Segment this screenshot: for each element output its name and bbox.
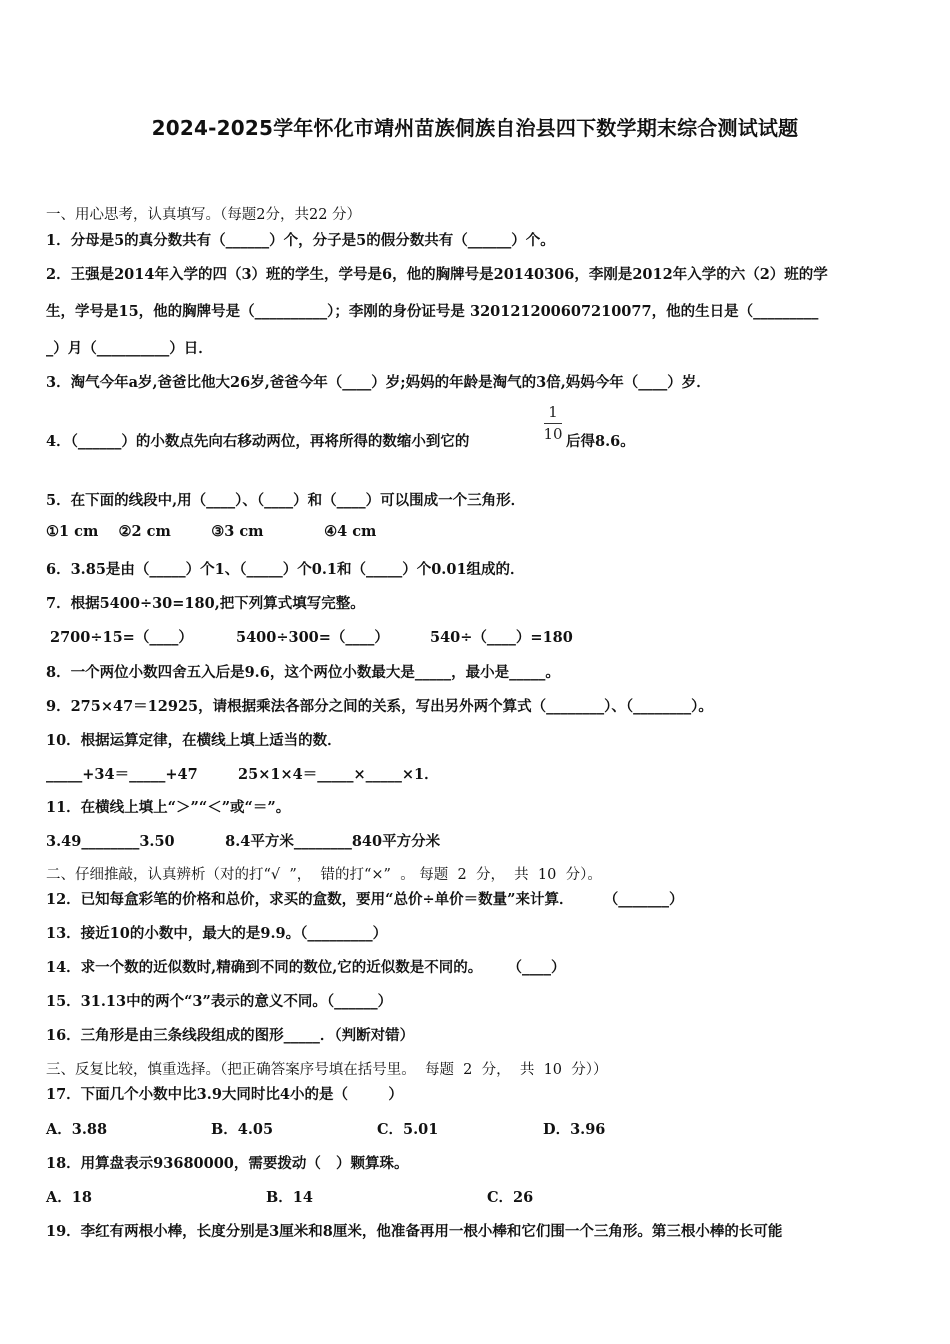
question-9: 9．275×47＝12925，请根据乘法各部分之间的关系，写出另外两个算式（________）、（________）。 [46,698,713,715]
fraction-numerator: 1 [548,403,558,421]
question-18-option-a: A．18 [46,1189,92,1206]
question-17-option-a: A．3.88 [46,1121,108,1138]
section-2-heading: 二、仔细推敲，认真辨析（对的打“√ ”， 错的打“×” 。 每题 2 分， 共 10 分）。 [46,867,602,883]
question-17-option-b: B．4.05 [211,1121,274,1138]
question-17: 17．下面几个小数中比3.9大同时比4小的是（ ） [46,1086,403,1103]
question-12: 12．已知每盒彩笔的价格和总价，求买的盒数，要用“总价÷单价＝数量”来计算． （_______） [46,891,684,908]
question-10-blanks: _____+34＝_____+47 25×1×4＝_____×_____×1． [46,766,439,783]
question-13: 13．接近10的小数中，最大的是9.9。（_________） [46,925,388,942]
fraction-denominator: 10 [543,425,563,443]
question-15: 15．31.13中的两个“3”表示的意义不同。（______） [46,993,393,1010]
question-2-line-1: 2．王强是2014年入学的四（3）班的学生，学号是6，他的胸牌号是20140306，李刚是2012年入学的六（2）班的学 [46,266,828,283]
question-11-blanks: 3.49________3.50 8.4平方米________840平方分米 [46,833,441,850]
question-7-part-b: 5400÷300=（____） [236,629,389,646]
question-18: 18．用算盘表示93680000，需要拨动（ ）颗算珠。 [46,1155,409,1172]
question-11: 11．在横线上填上“＞”“＜”或“＝”。 [46,799,291,816]
fraction-one-tenth [543,404,563,443]
fraction-bar [544,423,562,424]
question-18-option-b: B．14 [266,1189,313,1206]
question-3: 3．淘气今年a岁,爸爸比他大26岁,爸爸今年（____）岁;妈妈的年龄是淘气的3倍,妈妈今年（____）岁． [46,374,711,391]
question-17-option-d: D．3.96 [543,1121,606,1138]
question-19: 19．李红有两根小棒，长度分别是3厘米和8厘米，他准备再用一根小棒和它们围一个三角形。第三根小棒的长可能 [46,1223,783,1240]
question-7-part-a: 2700÷15=（____） [50,629,193,646]
question-17-option-c: C．5.01 [377,1121,439,1138]
question-4-tail: 后得8.6。 [566,433,635,450]
question-18-option-c: C．26 [487,1189,534,1206]
question-16: 16．三角形是由三条线段组成的图形_____．（判断对错） [46,1027,415,1044]
question-8: 8．一个两位小数四舍五入后是9.6，这个两位小数最大是_____，最小是_____。 [46,664,560,681]
question-5: 5．在下面的线段中,用（____）、（____）和（____）可以围成一个三角形． [46,492,526,509]
question-2-line-3: _）月（__________）日． [46,340,213,357]
question-6: 6．3.85是由（_____）个1、（_____）个0.1和（_____）个0.01组成的． [46,561,525,578]
question-10: 10．根据运算定律，在横线上填上适当的数． [46,732,342,749]
question-7: 7．根据5400÷30=180,把下列算式填写完整。 [46,595,365,612]
question-1: 1．分母是5的真分数共有（______）个，分子是5的假分数共有（______）个。 [46,232,555,249]
question-5-options: ①1 cm ②2 cm ③3 cm ④4 cm [46,523,377,540]
section-1-heading: 一、用心思考，认真填写。（每题2分，共22 分） [46,207,362,223]
question-7-part-c: 540÷（____）=180 [430,629,573,646]
section-3-heading: 三、反复比较，慎重选择。（把正确答案序号填在括号里。 每题 2 分， 共 10 分）） [46,1062,608,1078]
question-4-text: 4．（______）的小数点先向右移动两位，再将所得的数缩小到它的 [46,433,470,450]
page-title: 2024-2025学年怀化市靖州苗族侗族自治县四下数学期末综合测试试题 [151,116,799,140]
question-2-line-2: 生，学号是15，他的胸牌号是（__________）；李刚的身份证号是 320121200607210077，他的生日是（_________ [46,303,819,320]
question-14: 14．求一个数的近似数时,精确到不同的数位,它的近似数是不同的。 （____） [46,959,566,976]
